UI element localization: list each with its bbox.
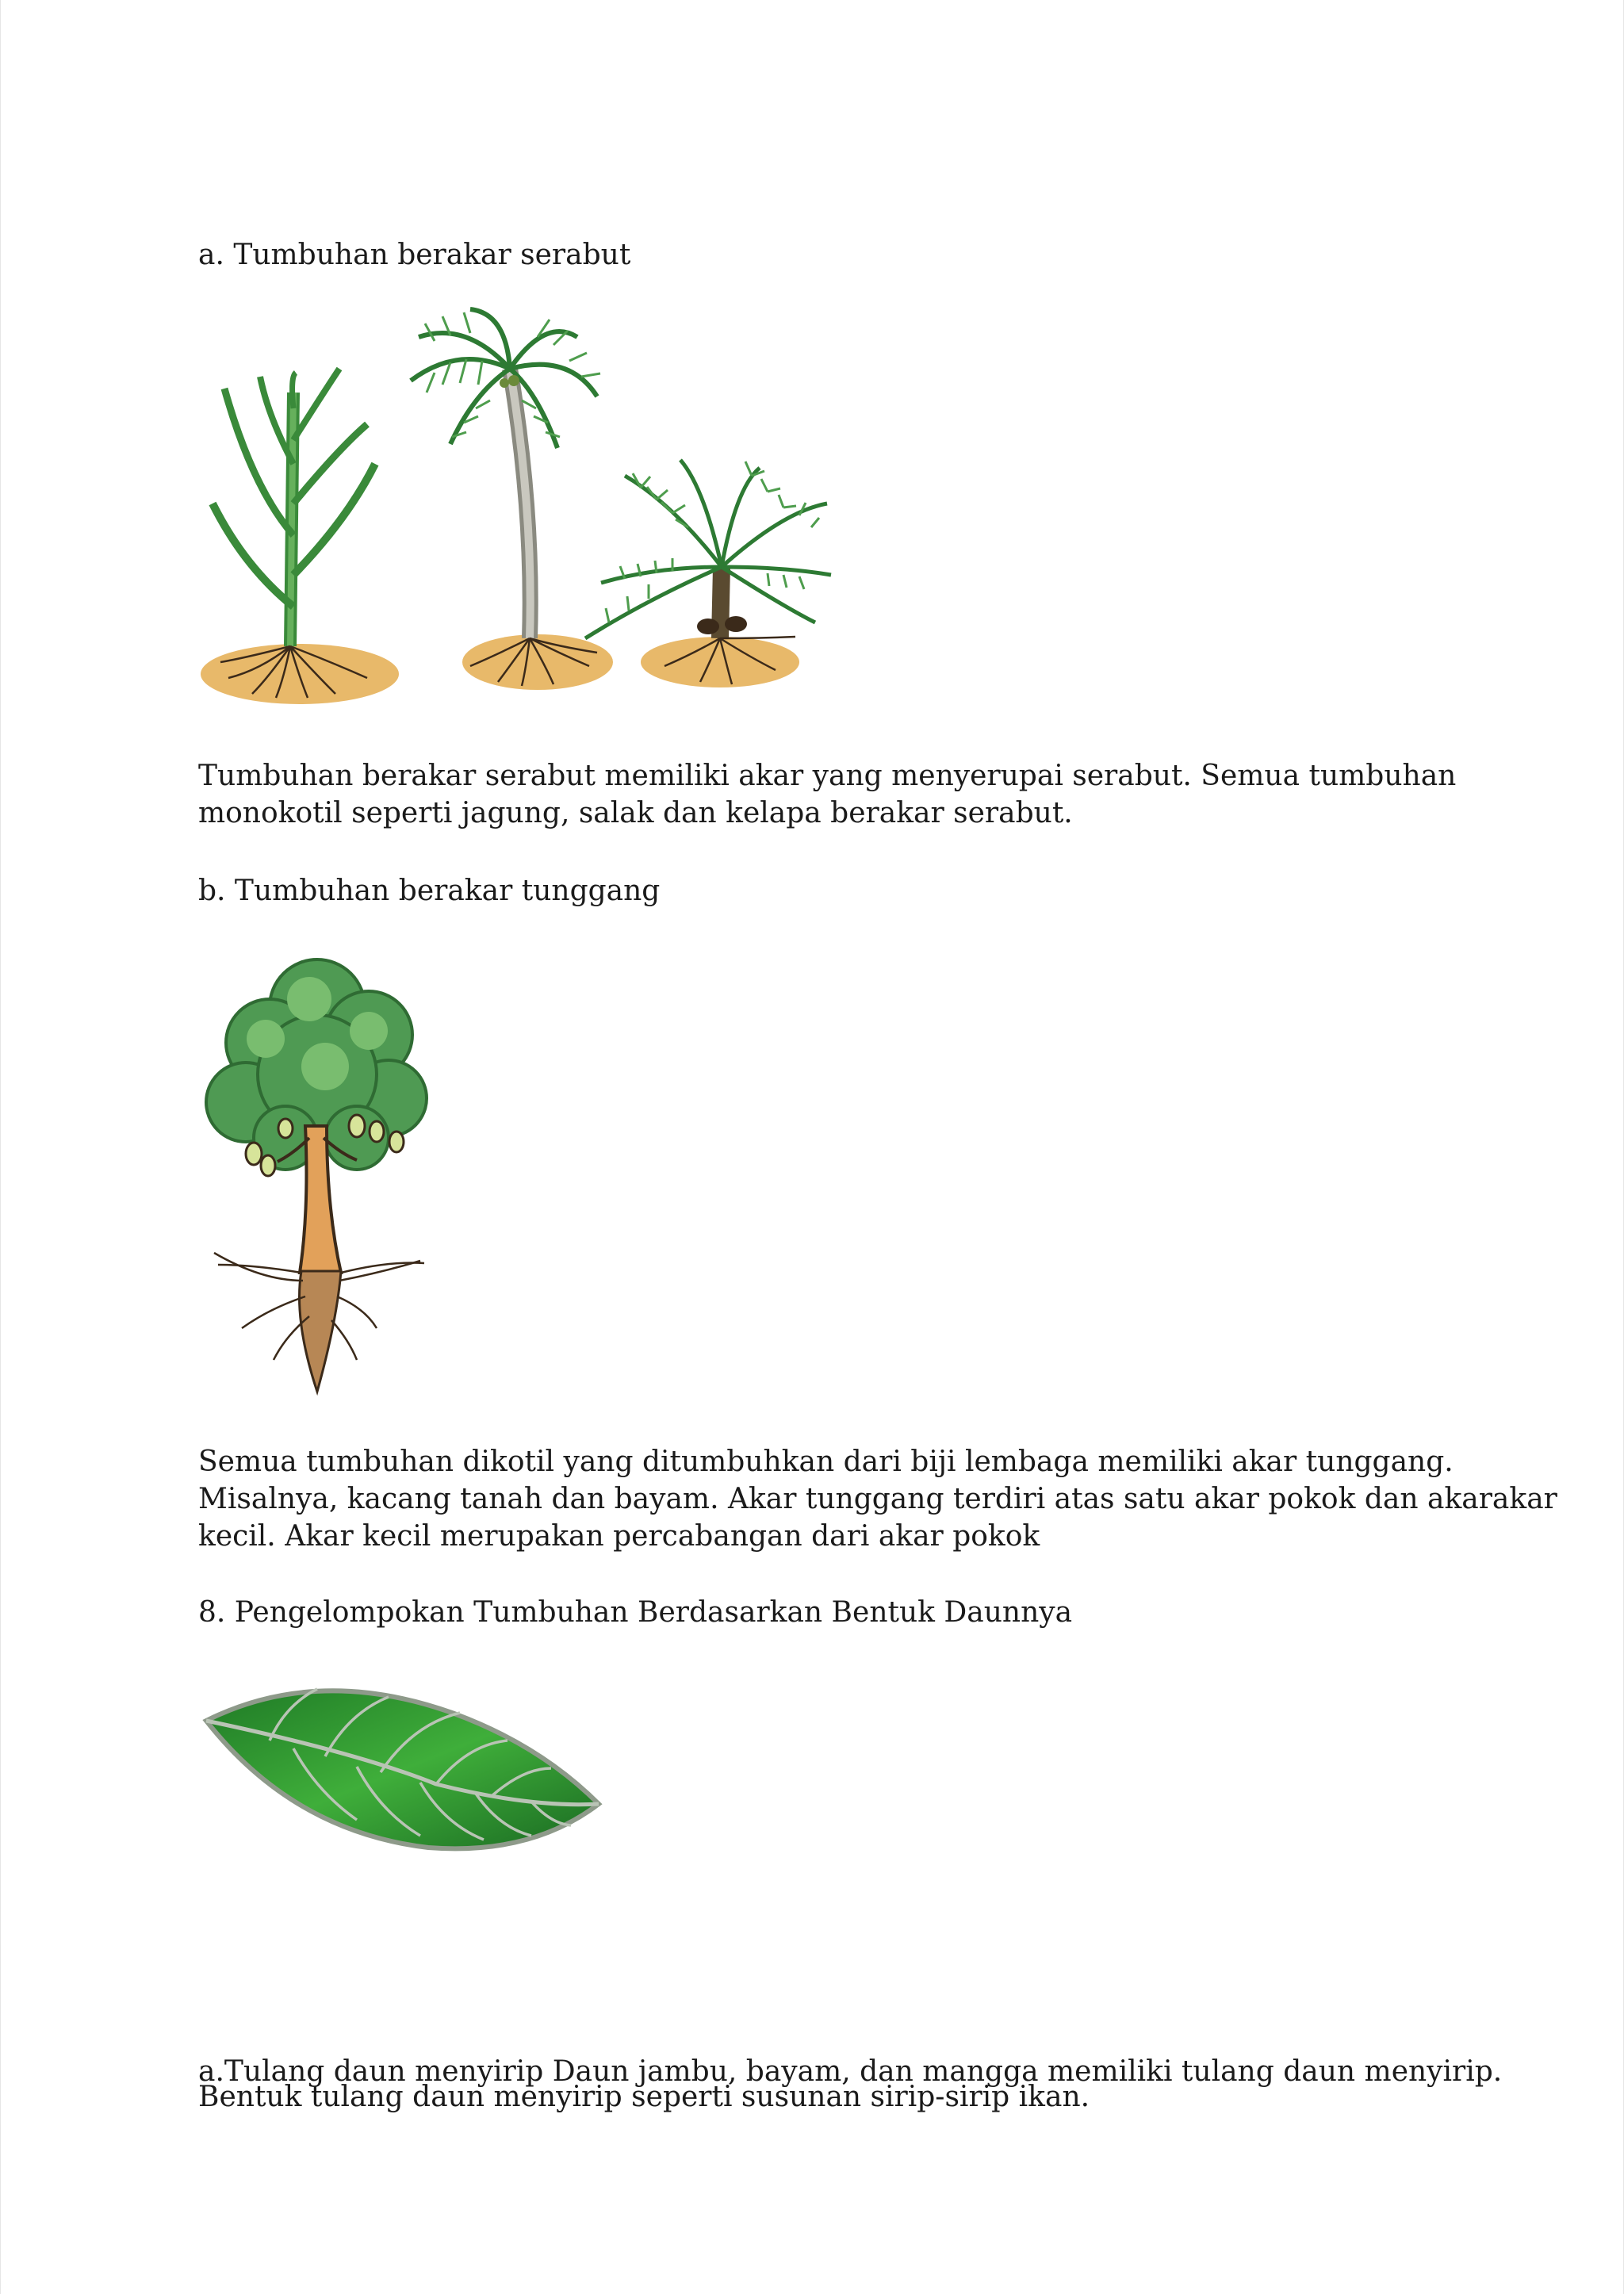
paragraph-line: Bentuk tulang daun menyirip seperti susunan sirip-sirip ikan. xyxy=(198,2081,1090,2113)
leaf-classification-heading: 8. Pengelompokan Tumbuhan Berdasarkan Bentuk Daunnya xyxy=(198,1596,1073,1629)
mango-tree-illustration xyxy=(198,948,436,1407)
paragraph-line: Tumbuhan berakar serabut memiliki akar yang menyerupai serabut. Semua tumbuhan xyxy=(198,760,1457,792)
fibrous-root-plants-figure xyxy=(197,305,847,710)
paragraph-line: monokotil seperti jagung, salak dan kelapa berakar serabut. xyxy=(198,797,1073,829)
paragraph-line: Misalnya, kacang tanah dan bayam. Akar tunggang terdiri atas satu akar pokok dan akarakar xyxy=(198,1483,1557,1515)
fibrous-root-description xyxy=(198,757,1457,832)
soil-mound xyxy=(641,637,799,687)
paragraph-line: kecil. Akar kecil merupakan percabangan dari akar pokok xyxy=(198,1520,1040,1553)
coconut-palm-illustration xyxy=(411,309,600,686)
fibrous-root-heading: a. Tumbuhan berakar serabut xyxy=(198,239,631,271)
taproot-description xyxy=(198,1443,1557,1555)
taproot-heading: b. Tumbuhan berakar tunggang xyxy=(198,875,661,907)
paragraph-line: a.Tulang daun menyirip Daun jambu, bayam, dan mangga memiliki tulang daun menyirip. xyxy=(198,2055,1503,2088)
leaf-figure xyxy=(198,1665,611,1871)
pinnate-leaf-illustration xyxy=(198,1665,611,1871)
pinnate-vein-description xyxy=(198,2055,1503,2127)
taproot-tree-figure xyxy=(198,948,436,1407)
paragraph-line: Semua tumbuhan dikotil yang ditumbuhkan dari biji lembaga memiliki akar tunggang. xyxy=(198,1446,1454,1478)
